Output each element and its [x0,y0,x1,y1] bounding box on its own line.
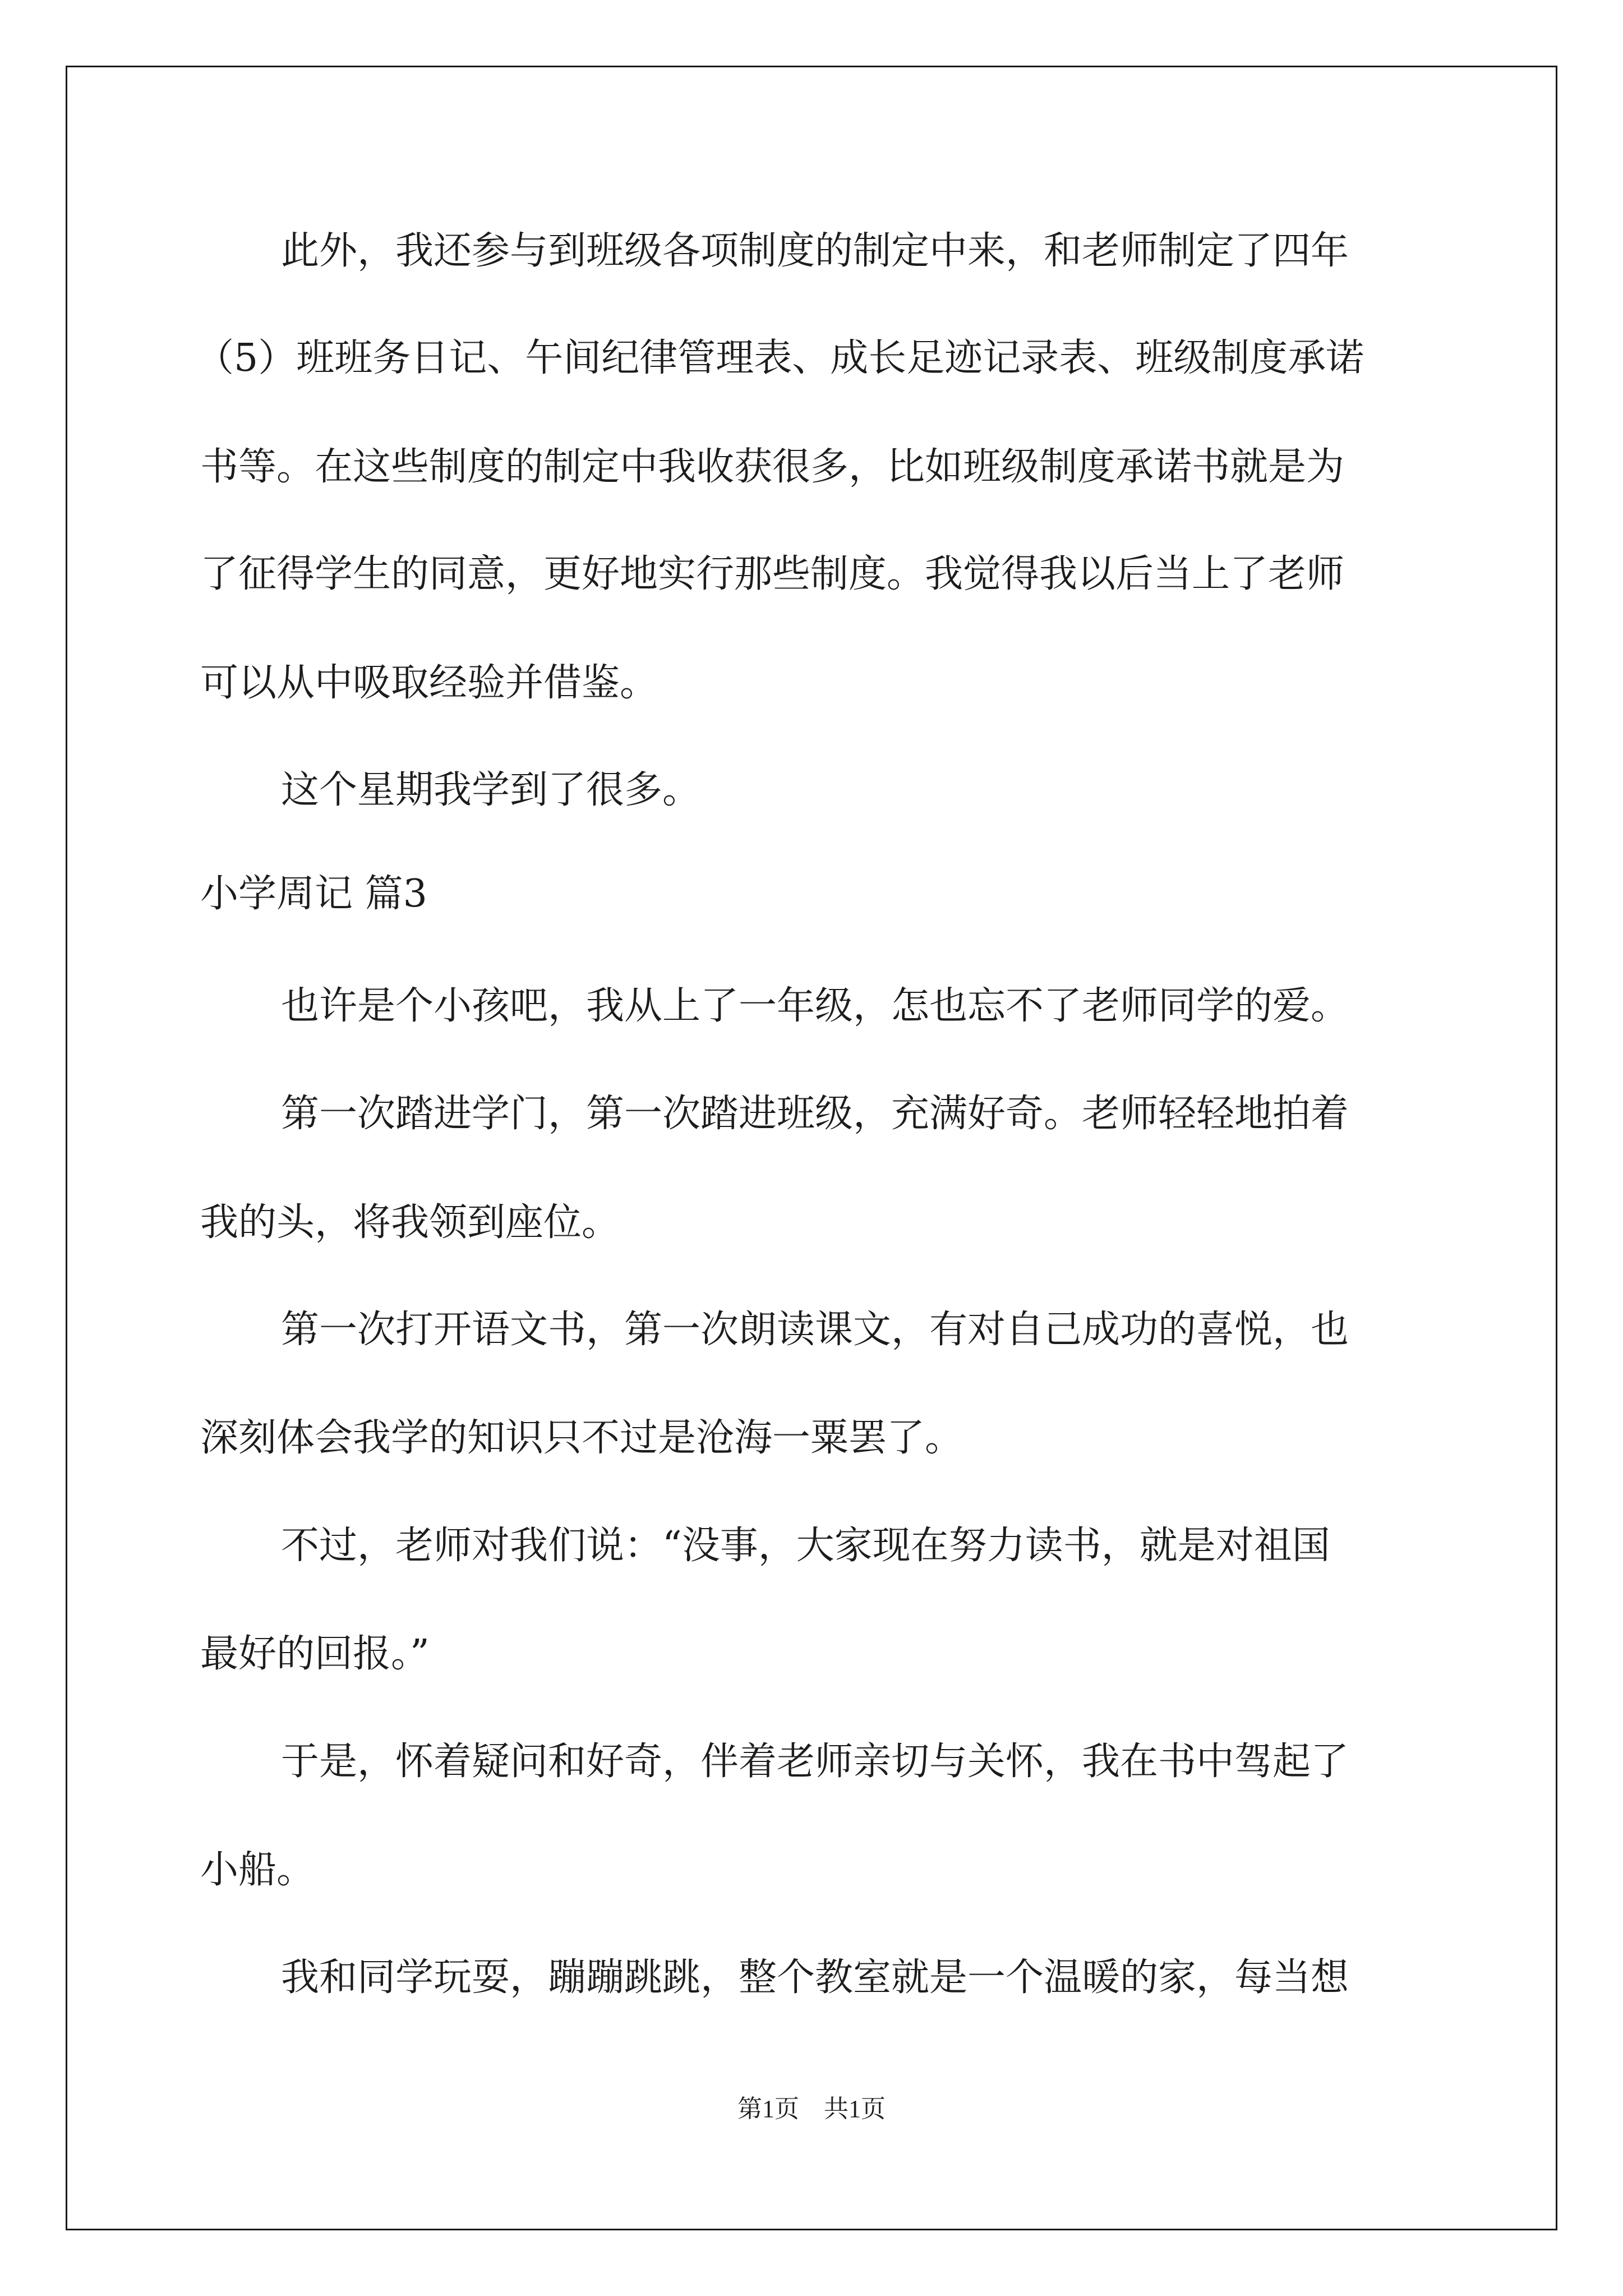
paragraph-line: 小船。 [200,1848,315,1892]
paragraph-line: 第一次打开语文书，第一次朗读课文，有对自己成功的喜悦，也 [281,1308,1349,1352]
paragraph-line: 这个星期我学到了很多。 [281,768,701,812]
paragraph-line: 也许是个小孩吧，我从上了一年级，怎也忘不了老师同学的爱。 [281,984,1349,1028]
paragraph-line: （5）班班务日记、午间纪律管理表、成长足迹记录表、班级制度承诺 [196,336,1364,380]
paragraph-line: 我的头，将我领到座位。 [200,1200,620,1245]
paragraph-line: 我和同学玩耍，蹦蹦跳跳，整个教室就是一个温暖的家，每当想 [281,1955,1349,2000]
paragraph-line: 书等。在这些制度的制定中我收获很多，比如班级制度承诺书就是为 [200,445,1345,489]
paragraph-line: 第一次踏进学门，第一次踏进班级，充满好奇。老师轻轻地拍着 [281,1092,1349,1136]
section-heading: 小学周记 篇3 [200,872,427,916]
paragraph-line: 此外，我还参与到班级各项制度的制定中来，和老师制定了四年 [281,229,1349,273]
paragraph-line: 可以从中吸取经验并借鉴。 [200,661,658,705]
paragraph-line: 不过，老师对我们说：“没事，大家现在努力读书，就是对祖国 [281,1524,1330,1568]
paragraph-line: 了征得学生的同意，更好地实行那些制度。我觉得我以后当上了老师 [200,552,1345,596]
paragraph-line: 深刻体会我学的知识只不过是沧海一粟罢了。 [200,1416,963,1460]
paragraph-line: 于是，怀着疑问和好奇，伴着老师亲切与关怀，我在书中驾起了 [281,1740,1349,1784]
page-border [66,66,1557,2230]
page-footer: 第1页 共1页 [737,2095,886,2123]
paragraph-line: 最好的回报。” [200,1632,430,1676]
